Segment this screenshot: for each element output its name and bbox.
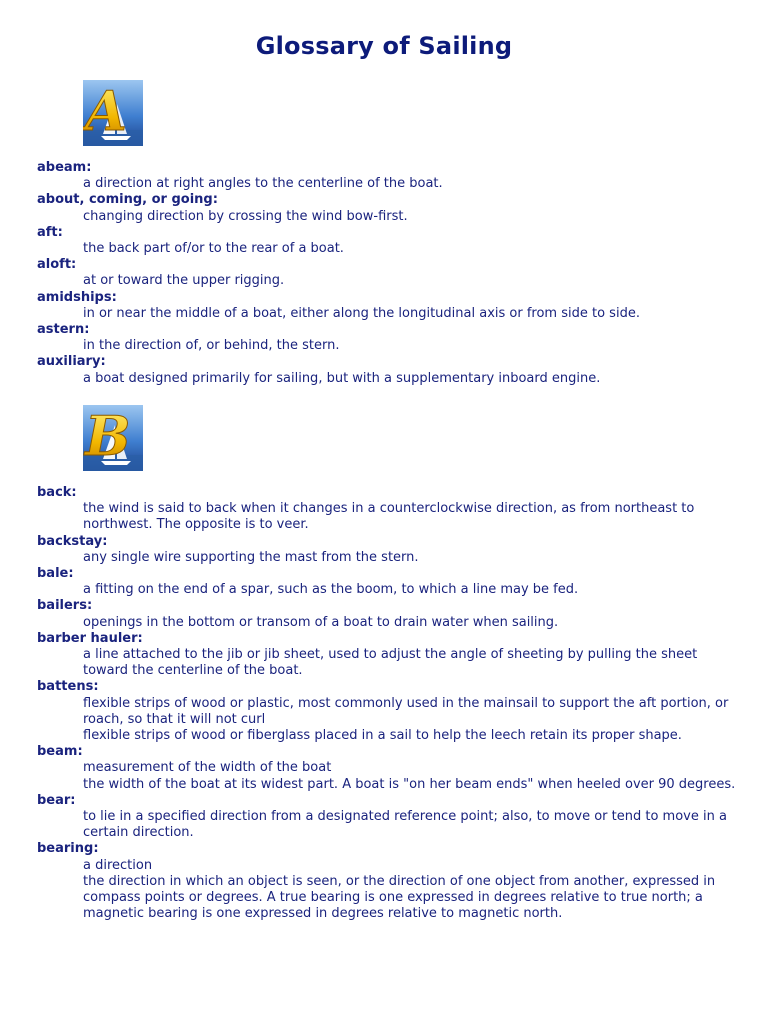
glossary-definition: a line attached to the jib or jib sheet, used to adjust the angle of sheeting by pulling the sheet toward the centerline of the boat. — [83, 647, 698, 679]
sailboat-letter-icon — [83, 405, 143, 471]
glossary-term: bearing: — [37, 841, 99, 857]
glossary-definition: to lie in a specified direction from a designated reference point; also, to move or tend to move in a certain direction. — [83, 809, 727, 841]
glossary-definition: a direction at right angles to the centerline of the boat. — [83, 176, 443, 192]
glossary-definition: the direction in which an object is seen, or the direction of one object from another, expressed in compass points or degrees. A true bearing is one expressed in degrees relative to true north; a magnetic bearing is one expressed in degrees relative to magnetic north. — [83, 873, 716, 922]
glossary-term: bale: — [37, 566, 74, 582]
glossary-term: bear: — [37, 792, 76, 808]
glossary-term: backstay: — [37, 533, 108, 549]
glossary-definition: measurement of the width of the boat — [83, 760, 332, 776]
badge-letter: A — [85, 80, 127, 143]
entry-list — [37, 485, 737, 922]
glossary-term: barber hauler: — [37, 630, 143, 646]
glossary-term: amidships: — [37, 289, 117, 305]
glossary-definition: any single wire supporting the mast from the stern. — [83, 549, 419, 565]
section-b — [37, 405, 737, 922]
glossary-definition: the width of the boat at its widest part. A boat is "on her beam ends" when heeled over 90 degrees. — [83, 776, 736, 792]
glossary-term: aft: — [37, 224, 63, 240]
glossary-definition: openings in the bottom or transom of a boat to drain water when sailing. — [83, 614, 559, 630]
sailboat-letter-icon — [83, 80, 143, 146]
sailboat-letter-icon — [83, 80, 143, 146]
glossary-term: battens: — [37, 679, 99, 695]
glossary-definition: the back part of/or to the rear of a boat. — [83, 241, 344, 257]
glossary-definition: in or near the middle of a boat, either along the longitudinal axis or from side to side. — [83, 305, 640, 321]
glossary-definition: the wind is said to back when it changes in a counterclockwise direction, as from northeast to northwest. The opposite is to veer. — [83, 501, 695, 533]
page-title: Glossary of Sailing — [255, 32, 513, 60]
entry-list — [37, 160, 737, 387]
glossary-definition: flexible strips of wood or plastic, most commonly used in the mainsail to support the aft portion, or roach, so that it will not curl — [83, 695, 729, 727]
sailboat-letter-icon — [83, 405, 143, 471]
glossary-definition: a boat designed primarily for sailing, but with a supplementary inboard engine. — [83, 370, 601, 386]
glossary-term: auxiliary: — [37, 354, 106, 370]
section-a — [37, 80, 737, 387]
glossary-term: aloft: — [37, 257, 77, 273]
glossary-definition: a fitting on the end of a spar, such as the boom, to which a line may be fed. — [83, 582, 579, 598]
glossary-term: beam: — [37, 744, 83, 760]
glossary-definition: in the direction of, or behind, the stern. — [83, 338, 340, 354]
glossary-term: astern: — [37, 322, 90, 338]
badge-letter: B — [85, 405, 131, 468]
glossary-definition: changing direction by crossing the wind bow-first. — [83, 208, 408, 224]
glossary-definition: flexible strips of wood or fiberglass placed in a sail to help the leech retain its proper shape. — [83, 728, 682, 744]
glossary-term: about, coming, or going: — [37, 192, 218, 208]
glossary-definition: a direction — [83, 857, 153, 873]
glossary-term: back: — [37, 485, 77, 500]
glossary-definition: at or toward the upper rigging. — [83, 273, 285, 289]
glossary-term: abeam: — [37, 160, 92, 175]
glossary-term: bailers: — [37, 598, 93, 614]
